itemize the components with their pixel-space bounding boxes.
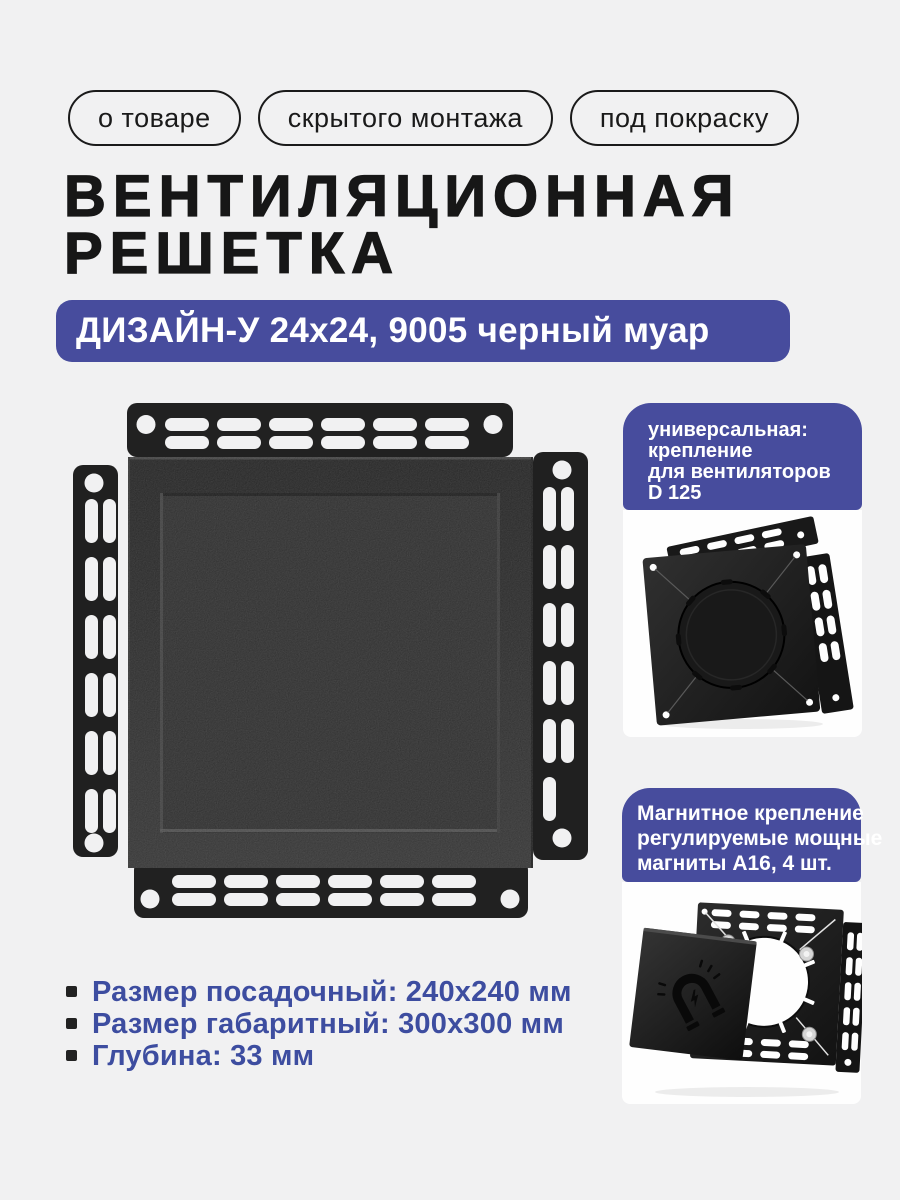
page-title-line2: РЕШЕТКА bbox=[64, 221, 401, 286]
feature-card-universal-image bbox=[623, 510, 862, 737]
feature-card-magnetic-mount bbox=[622, 788, 883, 1104]
feature-card-magnetic-header: Магнитное крепление регулируемые мощные магниты А16, 4 шт. bbox=[622, 788, 861, 882]
page-title-line1: ВЕНТИЛЯЦИОННАЯ bbox=[64, 164, 741, 229]
front-cover-panel bbox=[629, 928, 757, 1061]
spec-mounting-size: Размер посадочный: 240х240 мм bbox=[66, 976, 572, 1008]
feature-card-universal-mount bbox=[623, 403, 862, 737]
badge-about-product: о товаре bbox=[68, 90, 241, 146]
badge-hidden-mounting: скрытого монтажа bbox=[258, 90, 553, 146]
feature-card-magnetic-image bbox=[622, 882, 861, 1104]
spec-depth: Глубина: 33 мм bbox=[66, 1040, 572, 1072]
mounting-frame-angled-illustration bbox=[623, 510, 862, 737]
magnetic-mount-exploded-illustration bbox=[622, 882, 862, 1104]
bullet-square-icon bbox=[66, 986, 77, 997]
badge-paintable: под покраску bbox=[570, 90, 799, 146]
bottom-mounting-flange bbox=[134, 860, 528, 918]
model-banner: ДИЗАЙН-У 24х24, 9005 черный муар bbox=[56, 300, 790, 362]
feature-card-universal-header: универсальная: крепление для вентиляторов D 125 bbox=[623, 403, 862, 510]
bullet-square-icon bbox=[66, 1050, 77, 1061]
front-plate-with-round-opening bbox=[642, 544, 820, 726]
grille-tray bbox=[128, 457, 533, 868]
specs-list bbox=[66, 976, 572, 1072]
right-mounting-flange bbox=[533, 452, 588, 860]
spec-overall-size: Размер габаритный: 300х300 мм bbox=[66, 1008, 572, 1040]
vent-grille-front-view-illustration bbox=[60, 395, 600, 925]
left-mounting-flange bbox=[73, 465, 118, 857]
top-mounting-flange bbox=[127, 403, 513, 457]
badge-row bbox=[68, 90, 799, 146]
product-image-main bbox=[60, 395, 600, 925]
page-title bbox=[64, 164, 741, 286]
bullet-square-icon bbox=[66, 1018, 77, 1029]
